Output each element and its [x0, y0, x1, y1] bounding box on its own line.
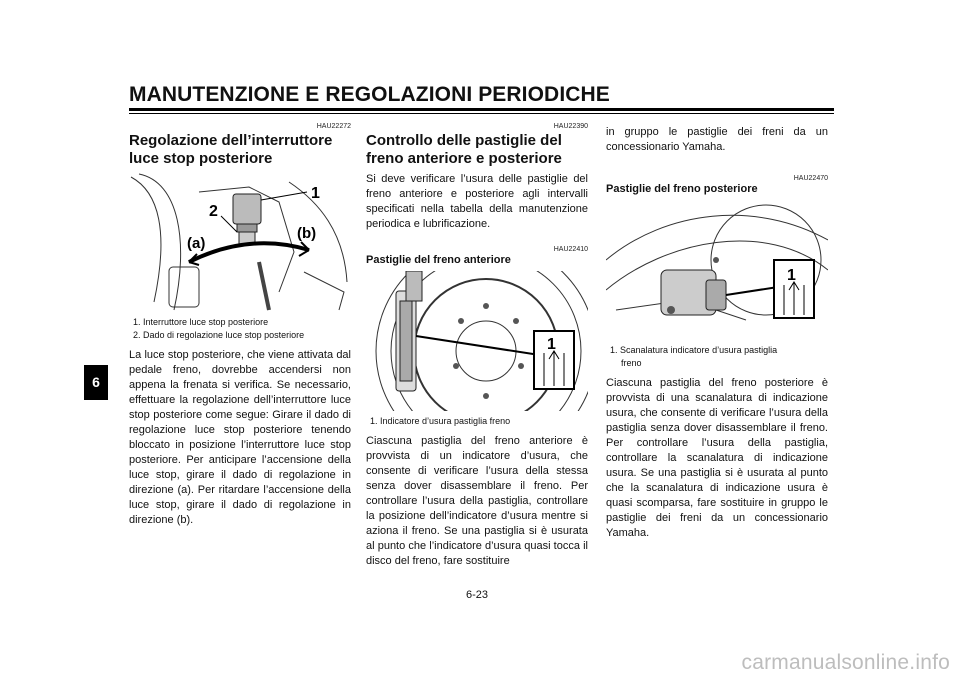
header-rule [129, 108, 834, 111]
continued-text: in gruppo le pastiglie dei freni da un concessionario Yamaha. [606, 126, 828, 153]
rear-brake-figure [606, 200, 828, 340]
page-number: 6-23 [466, 589, 489, 601]
column-3 [606, 118, 828, 541]
label-1: 1 [311, 185, 320, 202]
front-brake-illustration [366, 271, 588, 411]
body-text: Ciascuna pastiglia del freno anteriore è provvista di un indicatore d’usura, che consente di verificare l’usura della stessa senza dover disassemblare il freno. Per controllare l’usura della pastiglia, controllare la posizione dell’indicatore d’usura mentre si aziona il freno. Se una pastiglia si è usurata al punto che l’indicatore d’usura quasi tocca il disco del freno, fare sostituire [366, 435, 588, 567]
brake-light-switch-figure [129, 172, 351, 312]
header-rule-thin [129, 113, 834, 114]
reference-code: HAU22272 [316, 123, 351, 130]
label-1: 1 [547, 336, 556, 353]
figure-caption [129, 316, 351, 342]
figure-caption: 1. Indicatore d’usura pastiglia freno [370, 416, 511, 426]
switch-illustration [129, 172, 351, 312]
rear-brake-illustration [606, 200, 828, 340]
section-heading: Controllo delle pastiglie del freno anteriore e posteriore [366, 132, 562, 167]
label-a: (a) [187, 235, 206, 252]
caption-line-1: 1. Interruttore luce stop posteriore [133, 317, 269, 327]
label-b: (b) [297, 225, 317, 242]
label-1: 1 [787, 267, 796, 284]
section-heading: Regolazione dell’interruttore luce stop posteriore [129, 132, 333, 167]
caption-line-2: 2. Dado di regolazione luce stop posteriore [133, 330, 305, 340]
figure-caption [606, 344, 828, 370]
column-1 [129, 118, 351, 528]
caption-line-2: freno [621, 358, 642, 368]
body-text: Ciascuna pastiglia del freno posteriore è provvista di una scanalatura di indicazione usura, che consente di verificare l’usura della pastiglia senza dover disassemblare il freno. Per controllare l’usura della pastiglia, controllare la scanalatura di indicazione usura. Se una pastiglia si è usurata al punto che la scanalatura di indicazione usura è quasi scomparsa, fare sostituire in gruppo le pastiglie dei freni da un concessionario Yamaha. [606, 377, 828, 539]
column-2 [366, 118, 588, 569]
reference-code: HAU22390 [553, 123, 588, 130]
subheading: Pastiglie del freno posteriore [606, 183, 758, 195]
reference-code-2: HAU22410 [553, 246, 588, 253]
intro-text: Si deve verificare l’usura delle pastiglie del freno anteriore e posteriore agli intervalli specificati nella tabella della manutenzione periodica e lubrificazione. [366, 173, 588, 230]
reference-code: HAU22470 [793, 175, 828, 182]
subheading: Pastiglie del freno anteriore [366, 254, 511, 266]
watermark: carmanualsonline.info [741, 651, 950, 674]
page-title: MANUTENZIONE E REGOLAZIONI PERIODICHE [129, 83, 610, 106]
front-brake-figure [366, 271, 588, 411]
body-text: La luce stop posteriore, che viene attivata dal pedale freno, dovrebbe accendersi non appena la frenata si verifica. Se necessario, effettuare la regolazione dell’interruttore luce stop posteriore come segue: Girare il dado di regolazione luce stop posteriore tenendo bloccato in posizione l’interruttore luce stop posteriore. Per anticipare l’accensione della luce stop, girare il dado di regolazione in direzione (a). Per ritardare l’accensione della luce stop, girare il dado di regolazione in direzione (b). [129, 349, 351, 526]
chapter-tab: 6 [84, 365, 108, 400]
caption-line-1: 1. Scanalatura indicatore d’usura pastiglia [610, 345, 778, 355]
label-2: 2 [209, 203, 218, 220]
